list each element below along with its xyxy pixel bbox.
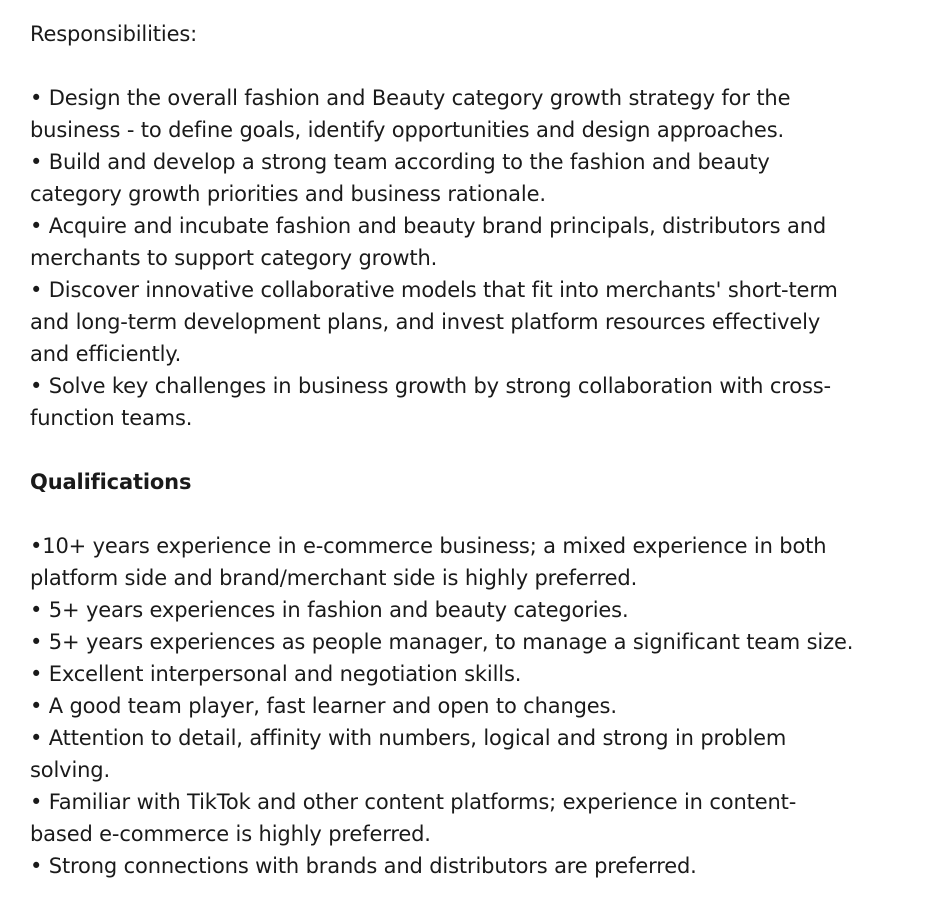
responsibilities-list (30, 82, 935, 434)
responsibility-line: merchants to support category growth. (30, 246, 438, 270)
qualification-line: based e-commerce is highly preferred. (30, 822, 431, 846)
responsibility-line: function teams. (30, 406, 193, 430)
job-description-document (30, 18, 935, 882)
responsibility-line: • Acquire and incubate fashion and beauty brand principals, distributors and (30, 214, 827, 238)
qualification-line: • Familiar with TikTok and other content platforms; experience in content- (30, 790, 797, 814)
responsibility-line: category growth priorities and business rationale. (30, 182, 546, 206)
qualification-line: solving. (30, 758, 111, 782)
responsibilities-heading: Responsibilities: (30, 22, 198, 46)
qualification-line: • 5+ years experiences in fashion and beauty categories. (30, 598, 629, 622)
responsibility-line: and long-term development plans, and invest platform resources effectively (30, 310, 821, 334)
spacer (30, 50, 935, 82)
responsibility-line: business - to define goals, identify opportunities and design approaches. (30, 118, 785, 142)
qualification-line: •10+ years experience in e-commerce business; a mixed experience in both (30, 534, 827, 558)
responsibility-line: • Solve key challenges in business growth by strong collaboration with cross- (30, 374, 831, 398)
qualification-line: • Strong connections with brands and distributors are preferred. (30, 854, 697, 878)
responsibility-line: • Design the overall fashion and Beauty category growth strategy for the (30, 86, 791, 110)
qualifications-list (30, 530, 935, 882)
qualification-line: • 5+ years experiences as people manager, to manage a significant team size. (30, 630, 854, 654)
qualifications-heading: Qualifications (30, 470, 192, 494)
responsibility-line: • Discover innovative collaborative models that fit into merchants' short-term (30, 278, 838, 302)
qualification-line: platform side and brand/merchant side is highly preferred. (30, 566, 638, 590)
spacer (30, 498, 935, 530)
responsibility-line: and efficiently. (30, 342, 182, 366)
qualification-line: • Excellent interpersonal and negotiation skills. (30, 662, 522, 686)
spacer (30, 434, 935, 466)
qualification-line: • A good team player, fast learner and open to changes. (30, 694, 617, 718)
qualification-line: • Attention to detail, affinity with numbers, logical and strong in problem (30, 726, 787, 750)
responsibility-line: • Build and develop a strong team according to the fashion and beauty (30, 150, 770, 174)
